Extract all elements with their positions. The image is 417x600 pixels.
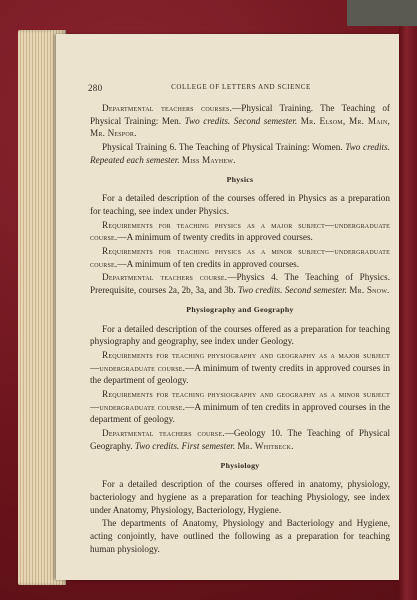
requirement-label: Requirements for teaching physics as a minor subject—undergraduate course. [90, 246, 390, 269]
physics-paragraph-2: Requirements for teaching physics as a major subject—undergraduate course.—A minimum of twenty credits in approved courses. [90, 219, 390, 243]
geography-paragraph-3: Requirements for teaching physiography and geography as a minor subject—undergraduate course.—A minimum of ten credits in approved courses in the department of geology. [90, 389, 390, 425]
instructor-names: Miss Mayhew. [181, 154, 236, 165]
geography-paragraph-4: Departmental teachers course.—Geology 10. The Teaching of Physical Geography. Two credits. First semester. Mr. Whitbeck. [90, 428, 390, 451]
section-heading-physiology: Physiology [220, 460, 260, 470]
instructor-names: Mr. Elsom, Mr. Main, Mr. Nespor. [90, 115, 390, 139]
physics-paragraph-3: Requirements for teaching physics as a minor subject—undergraduate course.—A minimum of ten credits in approved courses. [90, 246, 390, 269]
book-spine [399, 26, 417, 600]
credits-text: Two credits. Second semester. [237, 285, 347, 296]
page-content [90, 102, 390, 556]
instructor-names: Mr. Snow. [349, 285, 390, 296]
course-type-label: Departmental teachers course. [102, 272, 228, 283]
physics-paragraph-1: For a detailed description of the courses offered in Physics as a preparation for teaching, see index under Physics. [90, 193, 390, 216]
requirement-label: Requirements for teaching physics as a major subject—undergraduate course. [90, 219, 390, 243]
intro-paragraph-1: Departmental teachers courses.—Physical Training. The Teaching of Physical Training: Men. Two credits. Second semester. Mr. Elsom, Mr. Main, Mr. Nespor. [90, 103, 390, 139]
credits-text: Two credits. Second semester. [184, 115, 298, 126]
credits-text: Two credits. First semester. [134, 440, 236, 451]
section-heading-physics: Physics [226, 174, 254, 184]
requirement-label: Requirements for teaching physiography and geography as a minor subject—undergraduate course. [90, 389, 390, 412]
section-heading-geography: Physiography and Geography [186, 304, 294, 314]
instructor-names: Mr. Whitbeck. [237, 440, 294, 451]
geography-paragraph-1: For a detailed description of the courses offered as a preparation for teaching physiography and geography, see index under Geology. [90, 323, 390, 347]
credits-text: Two credits. Repeated each semester. [90, 142, 390, 165]
intro-paragraph-2: Physical Training 6. The Teaching of Physical Training: Women. Two credits. Repeated each semester. Miss Mayhew. [90, 142, 390, 165]
geography-paragraph-2: Requirements for teaching physiography and geography as a major subject—undergraduate course.—A minimum of twenty credits in approved courses in the department of geology. [90, 349, 390, 386]
running-title: COLLEGE OF LETTERS AND SCIENCE [171, 83, 311, 91]
physics-paragraph-4: Departmental teachers course.—Physics 4. The Teaching of Physics. Prerequisite, courses 2a, 2b, 3a, and 3b. Two credits. Second semester. Mr. Snow. [90, 272, 390, 296]
course-type-label: Departmental teachers courses. [102, 103, 233, 113]
page-number: 280 [88, 83, 103, 93]
physiology-paragraph-2: The departments of Anatomy, Physiology and Bacteriology and Hygiene, acting conjointly, have outlined the following as a preparation for teaching human physiology. [90, 518, 390, 554]
course-type-label: Departmental teachers course. [102, 428, 225, 439]
requirement-label: Requirements for teaching physiography and geography as a major subject—undergraduate course. [90, 349, 390, 373]
physiology-paragraph-1: For a detailed description of the courses offered in anatomy, physiology, bacteriology and hygiene as a preparation for teaching Physiology, see index under Anatomy, Physiology, Bacteriology, Hygiene. [90, 479, 390, 515]
book-page [56, 34, 399, 580]
background-surface [347, 0, 417, 26]
